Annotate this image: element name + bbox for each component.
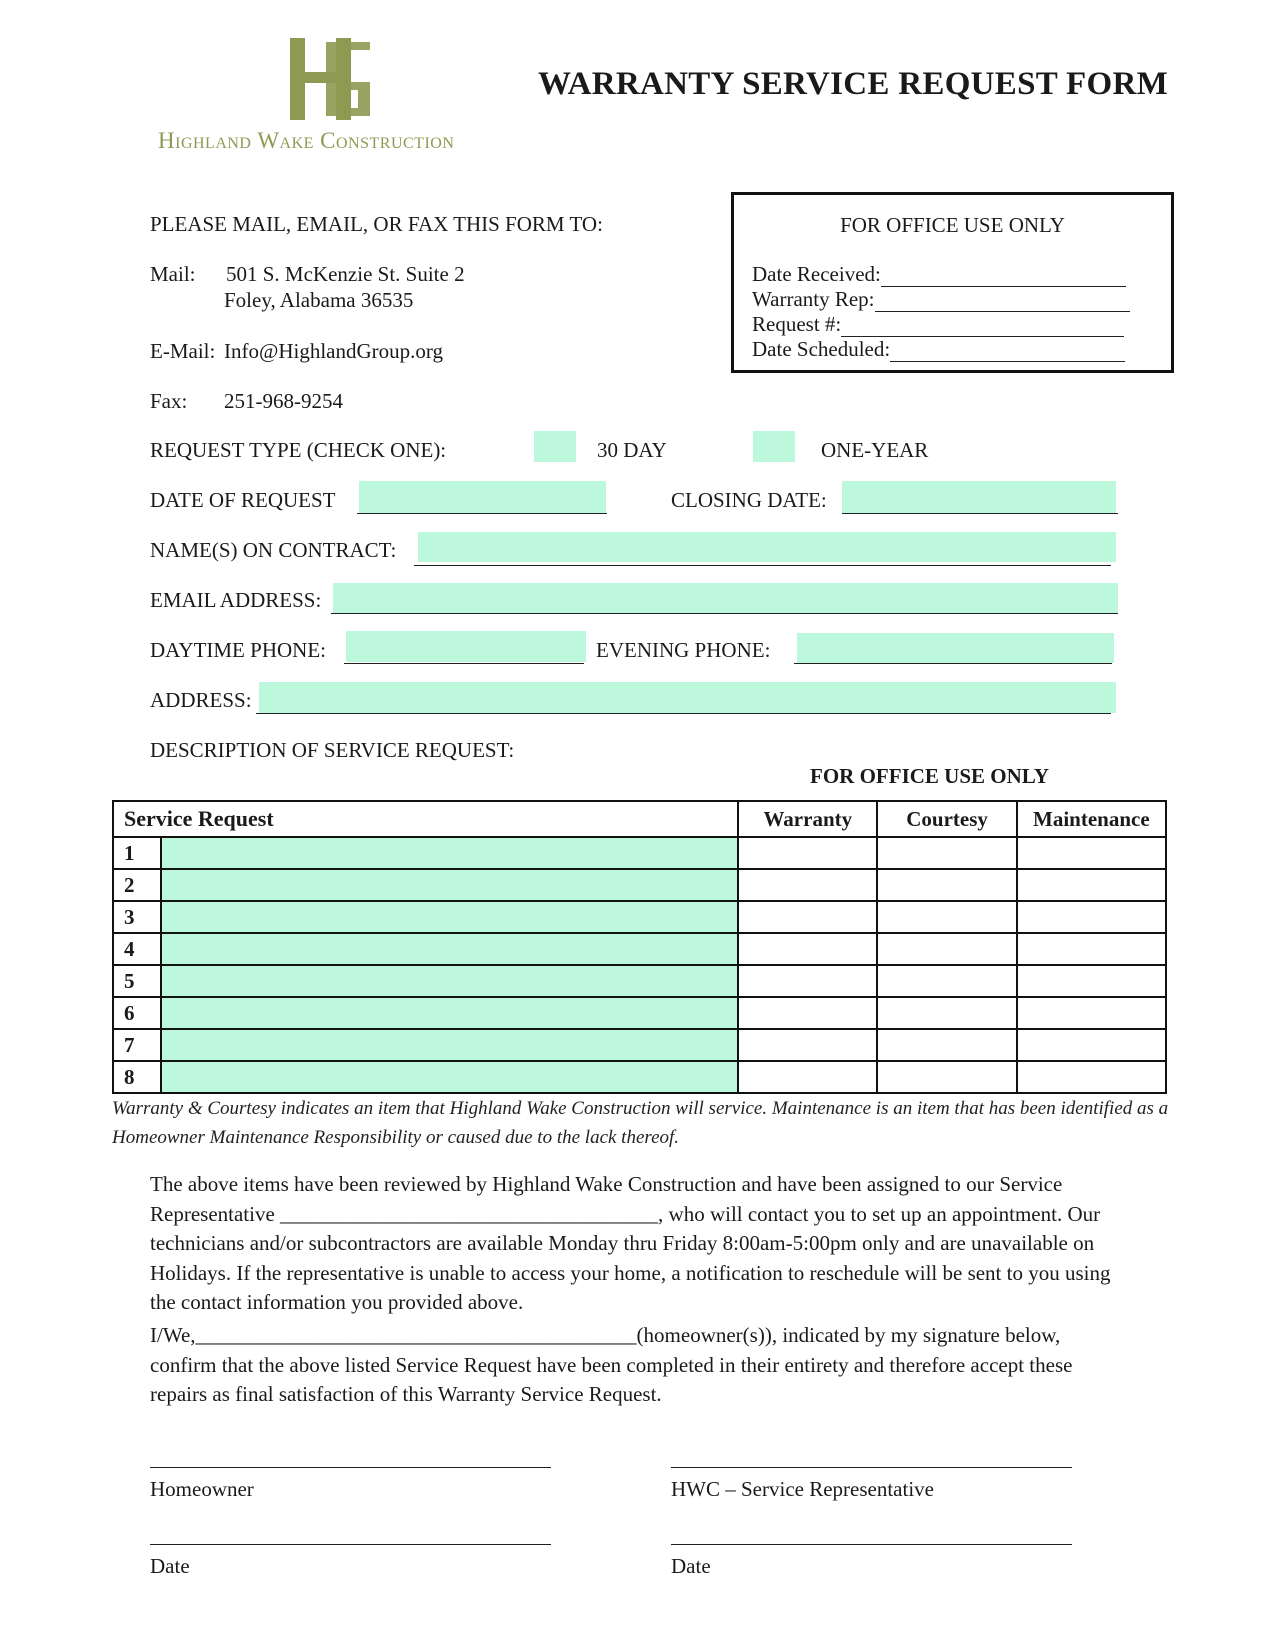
contact-email: Info@HighlandGroup.org — [224, 339, 444, 363]
homeowner-name-blank[interactable]: __________________________________________ — [195, 1323, 637, 1347]
email-address-input[interactable] — [333, 583, 1118, 613]
service-request-input[interactable] — [161, 997, 738, 1029]
office-row-request-number — [752, 312, 1124, 337]
service-request-input[interactable] — [161, 869, 738, 901]
assignment-paragraph — [150, 1170, 1130, 1318]
courtesy-cell[interactable] — [877, 1029, 1016, 1061]
service-request-input[interactable] — [161, 901, 738, 933]
rep-signature-line[interactable] — [671, 1467, 1072, 1468]
maintenance-cell[interactable] — [1017, 901, 1166, 933]
office-row-label: Date Received: — [752, 262, 881, 286]
office-use-box — [731, 192, 1174, 373]
maintenance-cell[interactable] — [1017, 1029, 1166, 1061]
date-of-request-input[interactable] — [359, 481, 606, 513]
mail-line2: Foley, Alabama 36535 — [224, 288, 414, 312]
assignment-text-part1: The above items have been reviewed by Highland Wake Construction and have been assigned to our Service Representative — [150, 1172, 1063, 1226]
page-title: WARRANTY SERVICE REQUEST FORM — [538, 66, 1169, 102]
row-number: 2 — [113, 869, 161, 901]
warranty-cell[interactable] — [738, 901, 877, 933]
office-row-label: Warranty Rep: — [752, 287, 875, 311]
maintenance-cell[interactable] — [1017, 1061, 1166, 1093]
row-number: 1 — [113, 837, 161, 869]
courtesy-cell[interactable] — [877, 933, 1016, 965]
courtesy-cell[interactable] — [877, 901, 1016, 933]
table-row — [113, 1029, 1166, 1061]
daytime-phone-label: DAYTIME PHONE: — [150, 638, 326, 662]
maintenance-cell[interactable] — [1017, 837, 1166, 869]
warranty-rep-line[interactable] — [875, 293, 1130, 312]
table-row — [113, 933, 1166, 965]
row-number: 5 — [113, 965, 161, 997]
email-address-label: EMAIL ADDRESS: — [150, 588, 322, 612]
office-row-date-received — [752, 262, 1126, 287]
service-rep-blank[interactable]: ____________________________________ — [280, 1201, 659, 1226]
table-row — [113, 997, 1166, 1029]
row-number: 4 — [113, 933, 161, 965]
courtesy-cell[interactable] — [877, 869, 1016, 901]
office-row-label: Request #: — [752, 312, 842, 336]
service-request-input[interactable] — [161, 933, 738, 965]
homeowner-date-label: Date — [150, 1554, 190, 1578]
warranty-cell[interactable] — [738, 1029, 877, 1061]
fax-number: 251-968-9254 — [224, 389, 343, 413]
service-request-input[interactable] — [161, 1061, 738, 1093]
names-on-contract-label: NAME(S) ON CONTRACT: — [150, 538, 397, 562]
courtesy-cell[interactable] — [877, 997, 1016, 1029]
maintenance-cell[interactable] — [1017, 997, 1166, 1029]
assignment-text-part2: , who will contact you to set up an appointment. Our technicians and/or subcontractors are available Monday thru Friday 8:00am-5:00pm only and are unavailable on Holidays. If the representative is unable to access your home, a notification to reschedule will be sent to you using the contact information you provided above. — [150, 1201, 1111, 1314]
option-30-day-label: 30 DAY — [597, 438, 667, 462]
row-number: 8 — [113, 1061, 161, 1093]
office-box-title: FOR OFFICE USE ONLY — [840, 213, 1065, 237]
homeowner-signature-label: Homeowner — [150, 1477, 254, 1501]
confirmation-text-part2: (homeowner(s)), indicated by my signature below, confirm that the above listed Service Request have been completed in their entirety and therefore accept these repairs as final satisfaction of this Warranty Service Request. — [150, 1323, 1073, 1406]
date-received-line[interactable] — [881, 268, 1126, 287]
office-row-label: Date Scheduled: — [752, 337, 891, 361]
header-warranty: Warranty — [738, 801, 877, 837]
closing-date-label: CLOSING DATE: — [671, 488, 827, 512]
description-label: DESCRIPTION OF SERVICE REQUEST: — [150, 738, 515, 762]
header-courtesy: Courtesy — [877, 801, 1016, 837]
warranty-cell[interactable] — [738, 965, 877, 997]
service-request-input[interactable] — [161, 1029, 738, 1061]
table-row — [113, 837, 1166, 869]
date-of-request-label: DATE OF REQUEST — [150, 488, 336, 512]
mailing-heading: PLEASE MAIL, EMAIL, OR FAX THIS FORM TO: — [150, 212, 603, 236]
names-on-contract-input[interactable] — [418, 532, 1116, 562]
table-header-row — [113, 801, 1166, 837]
table-row — [113, 965, 1166, 997]
row-number: 6 — [113, 997, 161, 1029]
table-office-use-label: FOR OFFICE USE ONLY — [810, 764, 1050, 788]
homeowner-signature-line[interactable] — [150, 1467, 551, 1468]
address-input[interactable] — [259, 682, 1116, 713]
rep-signature-label: HWC – Service Representative — [671, 1477, 934, 1501]
courtesy-cell[interactable] — [877, 1061, 1016, 1093]
fax-label: Fax: — [150, 389, 188, 413]
evening-phone-input[interactable] — [797, 633, 1114, 663]
service-request-input[interactable] — [161, 837, 738, 869]
rep-date-line[interactable] — [671, 1544, 1072, 1545]
mail-line1: 501 S. McKenzie St. Suite 2 — [226, 262, 465, 286]
request-type-label: REQUEST TYPE (CHECK ONE): — [150, 438, 447, 462]
request-number-line[interactable] — [841, 318, 1124, 337]
table-row — [113, 901, 1166, 933]
warranty-cell[interactable] — [738, 837, 877, 869]
company-name: Highland Wake Construction — [158, 128, 455, 153]
office-row-date-scheduled — [752, 337, 1125, 362]
warranty-cell[interactable] — [738, 997, 877, 1029]
warranty-cell[interactable] — [738, 1061, 877, 1093]
maintenance-cell[interactable] — [1017, 965, 1166, 997]
row-number: 3 — [113, 901, 161, 933]
mail-label: Mail: — [150, 262, 196, 286]
hg-monogram-icon — [290, 38, 378, 120]
rep-date-label: Date — [671, 1554, 711, 1578]
homeowner-date-line[interactable] — [150, 1544, 551, 1545]
maintenance-cell[interactable] — [1017, 933, 1166, 965]
confirmation-text-part1: I/We, — [150, 1323, 196, 1347]
service-request-table — [112, 800, 1167, 1094]
daytime-phone-input[interactable] — [346, 631, 586, 662]
evening-phone-label: EVENING PHONE: — [596, 638, 771, 662]
row-number: 7 — [113, 1029, 161, 1061]
classification-note: Warranty & Courtesy indicates an item that Highland Wake Construction will service. Maintenance is an item that has been identified as a Homeowner Maintenance Responsibility or caused due to the lack thereof. — [112, 1098, 1169, 1148]
header-service-request: Service Request — [113, 801, 738, 837]
warranty-cell[interactable] — [738, 869, 877, 901]
email-label: E-Mail: — [150, 339, 216, 363]
service-request-input[interactable] — [161, 965, 738, 997]
checkbox-one-year[interactable] — [753, 431, 795, 462]
courtesy-cell[interactable] — [877, 837, 1016, 869]
table-row — [113, 1061, 1166, 1093]
date-scheduled-line[interactable] — [890, 343, 1125, 362]
courtesy-cell[interactable] — [877, 965, 1016, 997]
header-maintenance: Maintenance — [1017, 801, 1166, 837]
address-label: ADDRESS: — [150, 688, 252, 712]
warranty-cell[interactable] — [738, 933, 877, 965]
maintenance-cell[interactable] — [1017, 869, 1166, 901]
checkbox-30-day[interactable] — [534, 431, 576, 462]
office-row-warranty-rep — [752, 287, 1130, 312]
table-row — [113, 869, 1166, 901]
confirmation-paragraph — [150, 1321, 1130, 1410]
closing-date-input[interactable] — [842, 481, 1116, 513]
option-one-year-label: ONE-YEAR — [821, 438, 929, 462]
